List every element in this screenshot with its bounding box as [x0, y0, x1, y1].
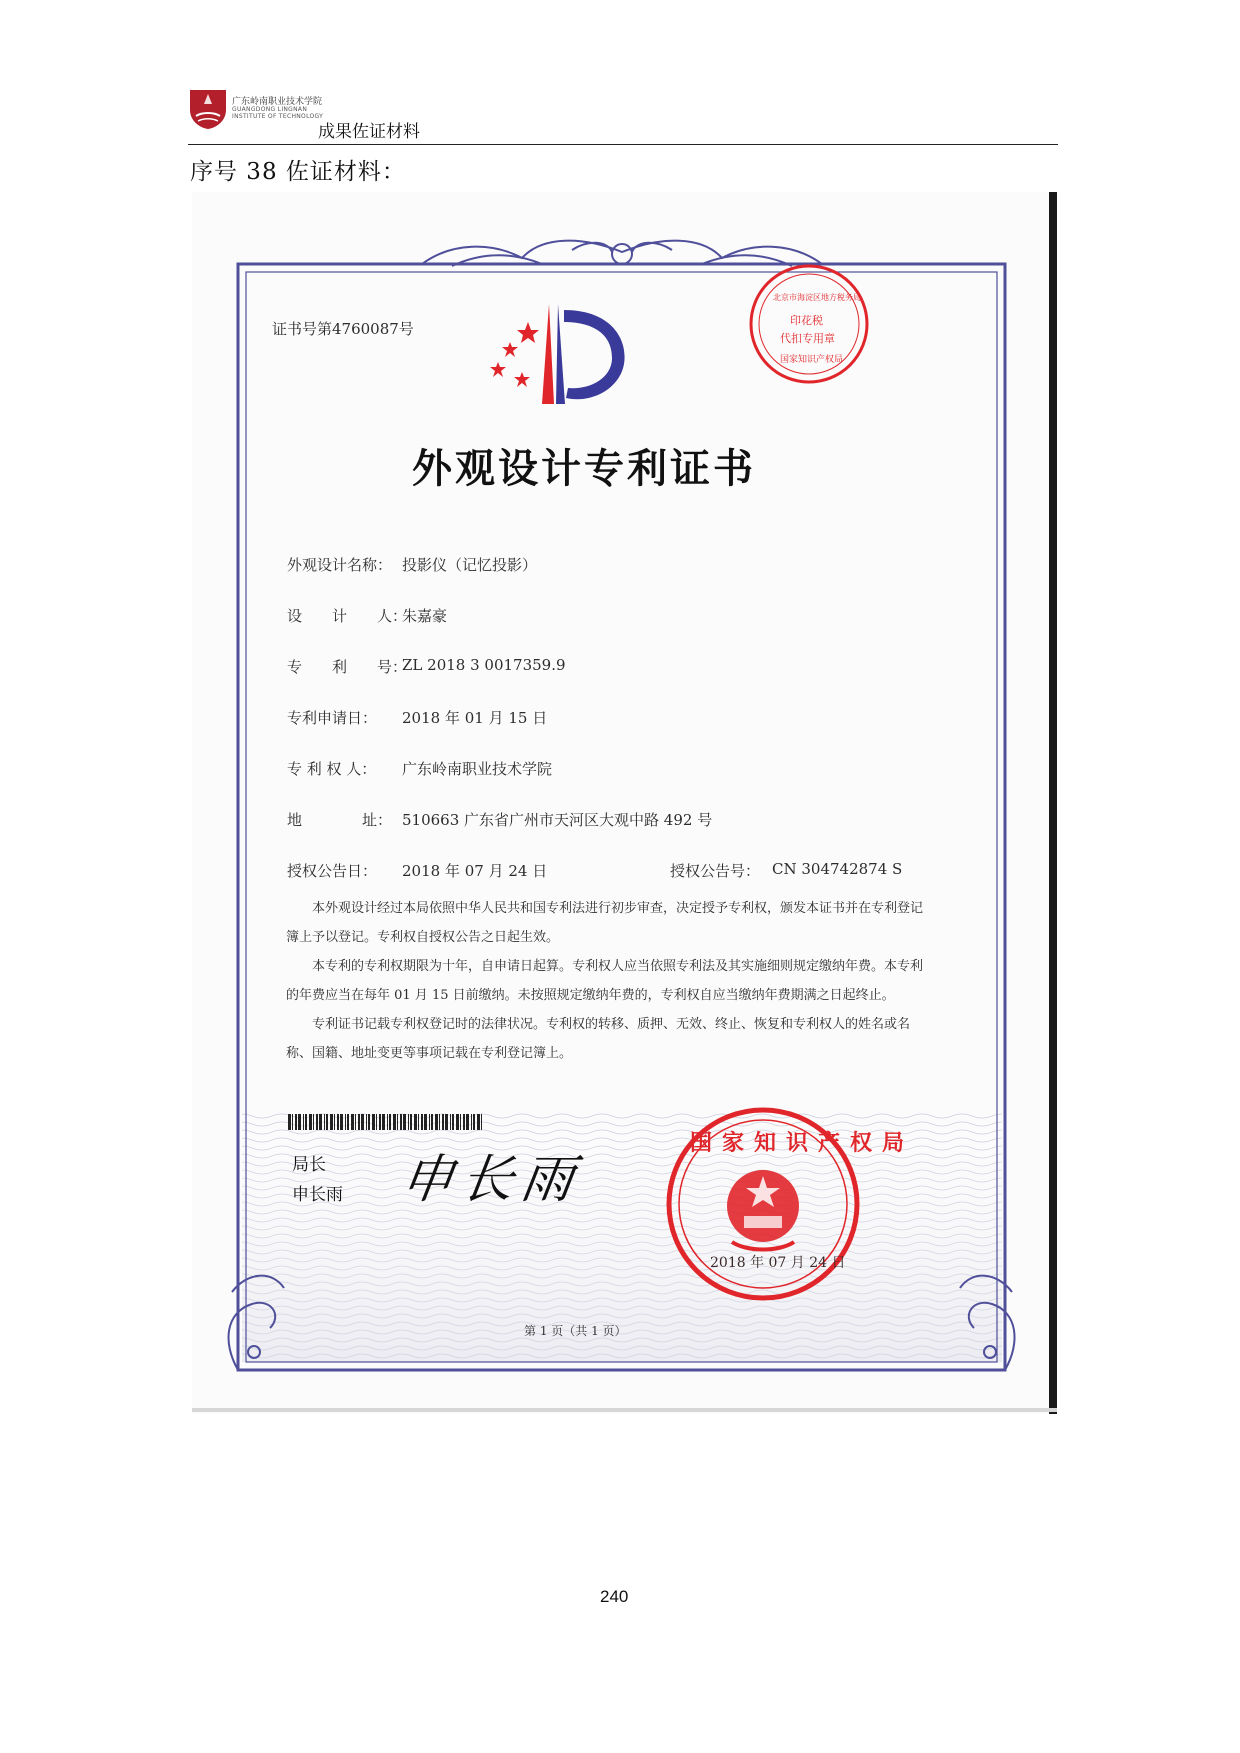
- barcode-bar: [431, 1114, 433, 1130]
- section-title: 序号 38 佐证材料：: [190, 159, 406, 185]
- field-value-address: 510663 广东省广州市天河区大观中路 492 号: [402, 811, 713, 829]
- barcode-bar: [397, 1114, 398, 1130]
- barcode: [288, 1114, 482, 1130]
- barcode-bar: [418, 1114, 419, 1130]
- legal-paragraph: 本外观设计经过本局依照中华人民共和国专利法进行初步审查，决定授予专利权，颁发本证书并在专利登记簿上予以登记。专利权自授权公告之日起生效。: [286, 901, 924, 945]
- barcode-bar: [340, 1114, 343, 1130]
- director-signature: 申长雨: [397, 1150, 586, 1210]
- barcode-bar: [376, 1114, 377, 1130]
- barcode-bar: [305, 1114, 307, 1130]
- field-label-patentee: 专 利 权 人：: [287, 760, 377, 778]
- institution-logo: [188, 88, 228, 130]
- legal-paragraph: 专利证书记载专利权登记时的法律状况。专利权的转移、质押、无效、终止、恢复和专利权人的姓名或名称、国籍、地址变更等事项记载在专利登记簿上。: [286, 1017, 911, 1061]
- barcode-bar: [347, 1114, 349, 1130]
- barcode-bar: [456, 1114, 459, 1130]
- field-value-grant-date: 2018 年 07 月 24 日: [402, 862, 548, 880]
- barcode-bar: [389, 1114, 391, 1130]
- institution-name-cn: 广东岭南职业技术学院: [232, 97, 323, 107]
- barcode-bar: [351, 1114, 354, 1130]
- certificate-page-info: 第 1 页（共 1 页）: [524, 1324, 627, 1338]
- field-label-grant-number: 授权公告号：: [670, 862, 761, 880]
- barcode-bar: [361, 1114, 364, 1130]
- barcode-bar: [421, 1114, 423, 1130]
- field-value-patentee: 广东岭南职业技术学院: [402, 760, 553, 778]
- barcode-bar: [330, 1114, 333, 1130]
- tax-seal-ring-text: 北京市海淀区地方税务局: [773, 293, 861, 302]
- barcode-bar: [463, 1114, 465, 1130]
- barcode-bar: [379, 1114, 381, 1130]
- patent-certificate: [192, 192, 1052, 1414]
- barcode-bar: [466, 1114, 469, 1130]
- director-name: 申长雨: [292, 1185, 343, 1205]
- barcode-bar: [408, 1114, 409, 1130]
- director-title: 局长: [292, 1155, 326, 1175]
- barcode-bar: [382, 1114, 385, 1130]
- certificate-frame: [192, 192, 1052, 1414]
- scan-edge: [1049, 192, 1057, 1414]
- barcode-bar: [439, 1114, 440, 1130]
- certificate-title: 外观设计专利证书: [412, 445, 756, 492]
- barcode-bar: [288, 1114, 291, 1130]
- barcode-bar: [366, 1114, 367, 1130]
- field-label-designer: 设 计 人：: [287, 607, 408, 625]
- page-number: 240: [600, 1587, 629, 1606]
- barcode-bar: [403, 1114, 406, 1130]
- barcode-bar: [410, 1114, 412, 1130]
- barcode-bar: [319, 1114, 322, 1130]
- field-label-filing-date: 专利申请日：: [287, 709, 378, 727]
- barcode-bar: [460, 1114, 461, 1130]
- field-label-grant-date: 授权公告日：: [287, 862, 378, 880]
- barcode-bar: [355, 1114, 356, 1130]
- barcode-bar: [387, 1114, 388, 1130]
- certificate-number: 证书号第4760087号: [272, 320, 414, 338]
- field-value-filing-date: 2018 年 01 月 15 日: [402, 709, 548, 727]
- field-value-patent-number: ZL 2018 3 0017359.9: [402, 656, 566, 674]
- tax-seal-bottom-text: 国家知识产权局: [780, 355, 844, 365]
- barcode-bar: [400, 1114, 402, 1130]
- barcode-bar: [358, 1114, 360, 1130]
- field-value-design-name: 投影仪（记忆投影）: [402, 556, 538, 574]
- barcode-bar: [445, 1114, 448, 1130]
- field-value-designer: 朱嘉豪: [402, 607, 448, 625]
- seal-date-text: 2018 年 07 月 24 日: [710, 1255, 846, 1271]
- header-divider: [188, 144, 1058, 145]
- barcode-bar: [324, 1114, 325, 1130]
- barcode-bar: [429, 1114, 430, 1130]
- barcode-bar: [368, 1114, 370, 1130]
- barcode-bar: [393, 1114, 396, 1130]
- barcode-bar: [473, 1114, 475, 1130]
- barcode-bar: [471, 1114, 472, 1130]
- barcode-bar: [334, 1114, 335, 1130]
- field-label-design-name: 外观设计名称：: [287, 556, 393, 574]
- tax-seal-center-line2: 代扣专用章: [780, 332, 835, 345]
- field-label-address: 地 址：: [287, 811, 393, 829]
- barcode-bar: [326, 1114, 328, 1130]
- barcode-bar: [450, 1114, 451, 1130]
- scan-bottom-edge: [192, 1408, 1057, 1412]
- barcode-bar: [452, 1114, 454, 1130]
- barcode-bar: [313, 1114, 314, 1130]
- barcode-bar: [316, 1114, 318, 1130]
- seal-ring-text: 国家知识产权局: [690, 1130, 915, 1156]
- barcode-bar: [372, 1114, 375, 1130]
- barcode-bar: [424, 1114, 427, 1130]
- barcode-bar: [477, 1114, 480, 1130]
- field-label-patent-number: 专 利 号：: [287, 658, 408, 676]
- barcode-bar: [303, 1114, 304, 1130]
- barcode-bar: [292, 1114, 293, 1130]
- barcode-bar: [337, 1114, 339, 1130]
- institution-name-en-line2: INSTITUTE OF TECHNOLOGY: [232, 113, 324, 120]
- barcode-bar: [345, 1114, 346, 1130]
- barcode-bar: [295, 1114, 297, 1130]
- field-value-grant-number: CN 304742874 S: [772, 860, 903, 878]
- barcode-bar: [481, 1114, 482, 1130]
- tax-seal-center-line1: 印花税: [790, 314, 823, 327]
- legal-paragraph: 本专利的专利权期限为十年，自申请日起算。专利权人应当依照专利法及其实施细则规定缴纳年费。本专利的年费应当在每年 01 月 15 日前缴纳。未按照规定缴纳年费的，专利权自应当缴纳年费期满之日起终止。: [286, 959, 924, 1003]
- barcode-bar: [442, 1114, 444, 1130]
- barcode-bar: [414, 1114, 417, 1130]
- barcode-bar: [435, 1114, 438, 1130]
- institution-name-en-line1: GUANGDONG LINGNAN: [232, 106, 308, 113]
- barcode-bar: [298, 1114, 301, 1130]
- legal-text: [286, 894, 934, 1068]
- barcode-bar: [309, 1114, 312, 1130]
- document-label: 成果佐证材料: [318, 122, 420, 142]
